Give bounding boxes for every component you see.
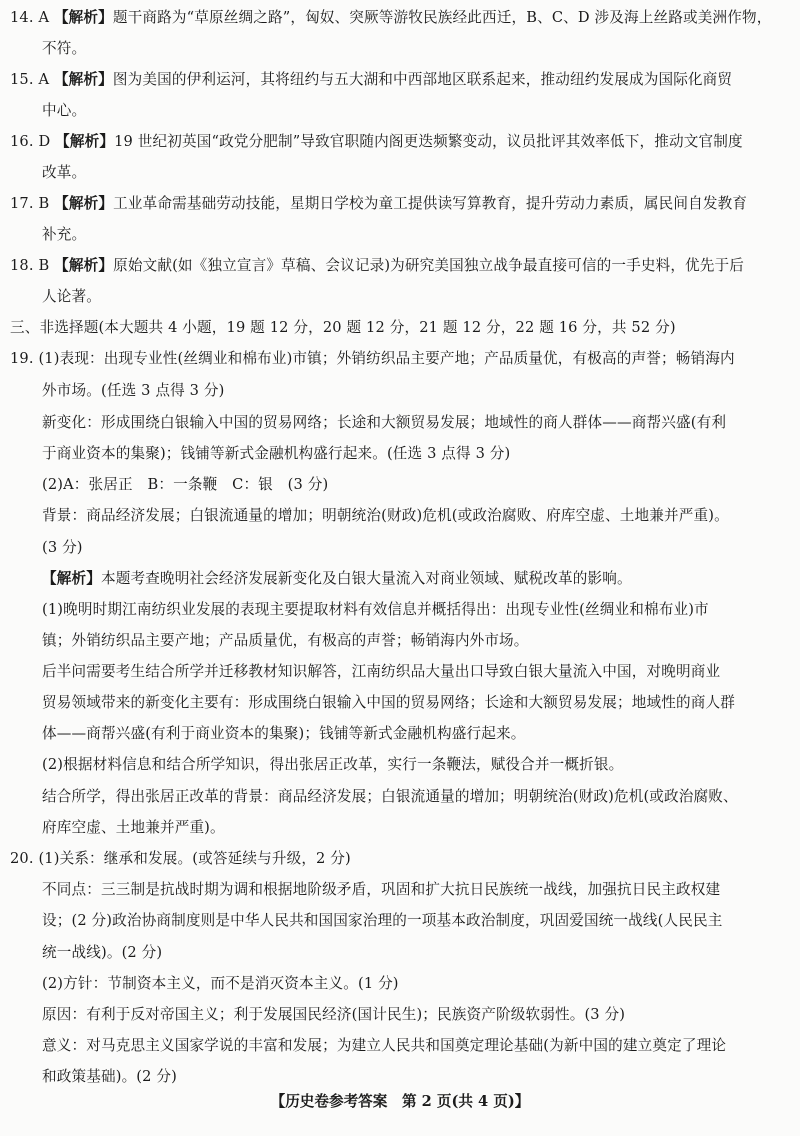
text-line [42, 631, 529, 651]
text-line [10, 132, 743, 152]
line-text: 设；(2 分)政治协商制度则是中华人民共和国国家治理的一项基本政治制度，巩固爱国统一战线(人民民主 [42, 912, 723, 929]
analysis-tag: 【解析】 [54, 257, 114, 274]
line-text: (2)方针：节制资本主义，而不是消灭资本主义。(1 分) [42, 975, 399, 992]
text-line [42, 506, 729, 526]
line-text: 15. A [10, 71, 54, 88]
text-line [42, 693, 735, 713]
text-line [42, 569, 632, 589]
text-line [42, 600, 709, 620]
text-line [42, 911, 722, 931]
analysis-tag: 【解析】 [53, 9, 113, 26]
text-line [10, 70, 732, 90]
line-text: (3 分) [42, 539, 83, 556]
line-text: 中心。 [42, 102, 87, 119]
text-line [42, 538, 83, 558]
text-line [42, 787, 738, 807]
text-line [42, 225, 86, 245]
line-text: 三、非选择题(本大题共 4 小题，19 题 12 分，20 题 12 分，21 题 12 分，22 题 16 分，共 52 分) [10, 319, 676, 336]
text-line [42, 880, 720, 900]
line-text: 于商业资本的集聚)；钱铺等新式金融机构盛行起来。(任选 3 点得 3 分) [42, 445, 511, 462]
analysis-tag: 【解析】 [42, 570, 101, 587]
text-line [42, 724, 526, 744]
line-text: 原始文献(如《独立宣言》草稿、会议记录)为研究美国独立战争最直接可信的一手史料，优先于后 [113, 257, 745, 274]
line-text: 意义：对马克思主义国家学说的丰富和发展；为建立人民共和国奠定理论基础(为新中国的建立奠定了理论 [42, 1037, 727, 1054]
line-text: 镇；外销纺织品主要产地；产品质量优，有极高的声誉；畅销海内外市场。 [42, 632, 529, 649]
text-line [42, 662, 720, 682]
line-text: 20. (1)关系：继承和发展。(或答延续与升级，2 分) [10, 850, 351, 867]
line-text: 外市场。(任选 3 点得 3 分) [42, 382, 225, 399]
line-text: 府库空虚、土地兼并严重)。 [42, 819, 225, 836]
line-text: 14. A [10, 9, 54, 26]
text-line [42, 974, 399, 994]
text-line [42, 413, 726, 433]
line-text: 17. B [10, 195, 55, 212]
page-footer: 【历史卷参考答案 第 2 页(共 4 页)】 [270, 1093, 530, 1110]
text-line [10, 318, 676, 338]
line-text: 改革。 [42, 164, 87, 181]
line-text: 原因：有利于反对帝国主义；利于发展国民经济(国计民生)；民族资产阶级软弱性。(3 分) [42, 1006, 626, 1023]
line-text: 不同点：三三制是抗战时期为调和根据地阶级矛盾，巩固和扩大抗日民族统一战线，加强抗日民主政权建 [42, 881, 721, 898]
line-text: 不符。 [42, 40, 87, 57]
text-line [42, 163, 86, 183]
line-text: 人论著。 [42, 288, 101, 305]
line-text: 和政策基础)。(2 分) [42, 1068, 177, 1085]
line-text: (2)A：张居正 B：一条鞭 C：银 (3 分) [42, 476, 329, 493]
text-line [42, 101, 86, 121]
line-text: 补充。 [42, 226, 87, 243]
text-line [10, 8, 771, 28]
text-line [42, 818, 225, 838]
text-line [42, 1067, 177, 1087]
line-text: 后半问需要考生结合所学并迁移教材知识解答，江南纺织品大量出口导致白银大量流入中国，对晚明商业 [42, 663, 721, 680]
line-text: 题干商路为“草原丝绸之路”，匈奴、突厥等游牧民族经此西迁，B、C、D 涉及海上丝路或美洲作物， [112, 9, 772, 26]
text-line [10, 194, 747, 214]
analysis-tag: 【解析】 [54, 195, 114, 212]
line-text: 贸易领域带来的新变化主要有：形成围绕白银输入中国的贸易网络；长途和大额贸易发展；地域性的商人群 [42, 694, 735, 711]
text-line [42, 943, 162, 963]
line-text: 工业革命需基础劳动技能，星期日学校为童工提供读写算教育，提升劳动力素质，属民间自发教育 [113, 195, 748, 212]
text-line [10, 849, 351, 869]
text-line [42, 287, 101, 307]
text-line [42, 755, 623, 775]
text-line [42, 39, 86, 59]
text-line [42, 381, 224, 401]
line-text: 统一战线)。(2 分) [42, 944, 163, 961]
line-text: 体——商帮兴盛(有利于商业资本的集聚)；钱铺等新式金融机构盛行起来。 [42, 725, 526, 742]
line-text: 新变化：形成围绕白银输入中国的贸易网络；长途和大额贸易发展；地域性的商人群体——商帮兴盛(有利 [42, 414, 727, 431]
line-text: (2)根据材料信息和结合所学知识，得出张居正改革，实行一条鞭法，赋役合并一概折银。 [42, 756, 624, 773]
text-line [42, 1036, 726, 1056]
analysis-tag: 【解析】 [53, 71, 113, 88]
text-line [10, 256, 744, 276]
line-text: 19. (1)表现：出现专业性(丝绸业和棉布业)市镇；外销纺织品主要产地；产品质量优，有极高的声誉；畅销海内 [10, 350, 735, 367]
line-text: (1)晚明时期江南纺织业发展的表现主要提取材料有效信息并概括得出：出现专业性(丝绸业和棉布业)市 [42, 601, 709, 618]
line-text: 本题考查晚明社会经济发展新变化及白银大量流入对商业领域、赋税改革的影响。 [100, 570, 632, 587]
line-text: 背景：商品经济发展；白银流通量的增加；明朝统治(财政)危机(或政治腐败、府库空虚、土地兼并严重)。 [42, 507, 729, 524]
text-line [42, 1005, 625, 1025]
text-line [10, 349, 735, 369]
line-text: 18. B [10, 257, 55, 274]
analysis-tag: 【解析】 [55, 133, 115, 150]
line-text: 图为美国的伊利运河，其将纽约与五大湖和中西部地区联系起来，推动纽约发展成为国际化商贸 [112, 71, 733, 88]
text-line [42, 444, 510, 464]
line-text: 16. D [10, 133, 56, 150]
text-line [42, 475, 328, 495]
line-text: 19 世纪初英国“政党分肥制”导致官职随内阁更迭频繁变动，议员批评其效率低下，推动文官制度 [114, 133, 743, 150]
line-text: 结合所学，得出张居正改革的背景：商品经济发展；白银流通量的增加；明朝统治(财政)危机(或政治腐败、 [42, 788, 738, 805]
